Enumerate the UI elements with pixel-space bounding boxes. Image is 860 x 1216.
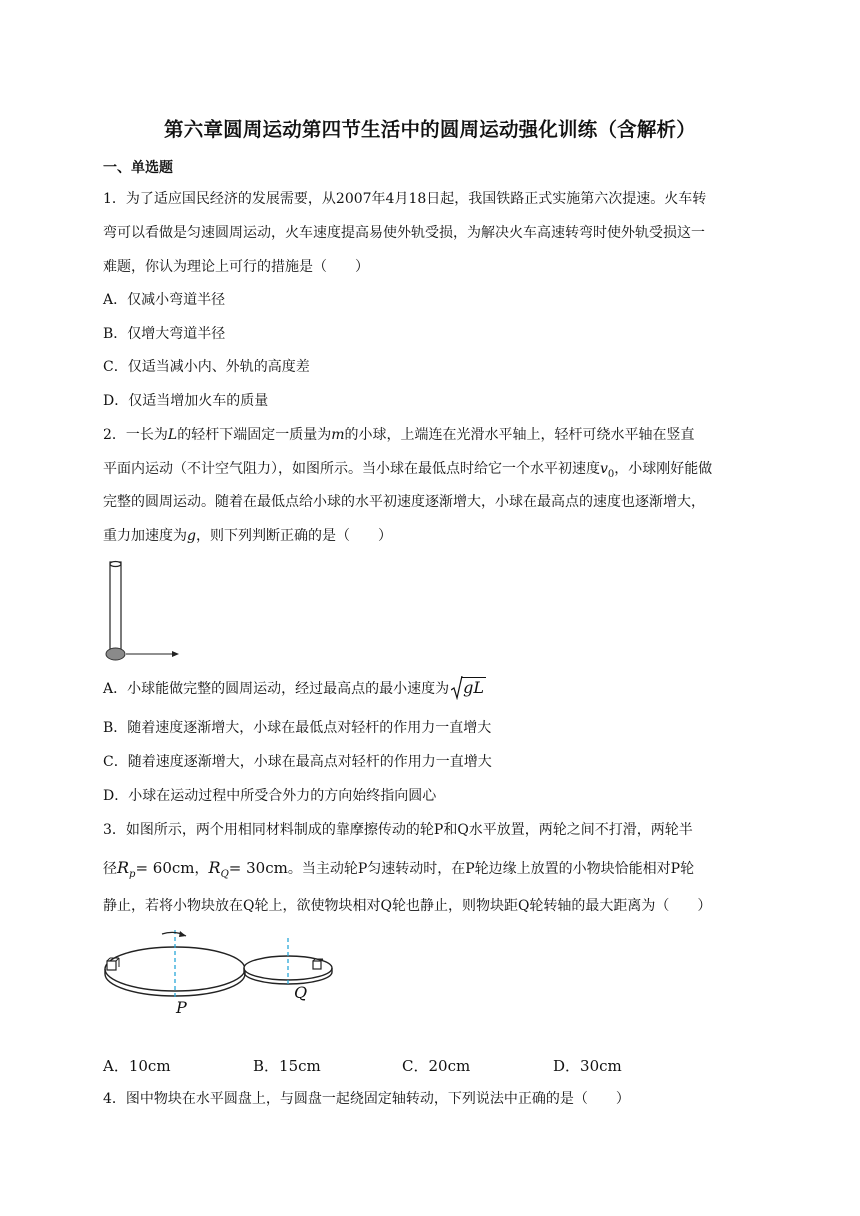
var-v0: v: [600, 461, 608, 477]
q1-line-2: 弯可以看做是匀速圆周运动，火车速度提高易使外轨受损，为解决火车高速转弯时使外轨受损这一: [103, 225, 705, 241]
q3-option-b: B．15cm: [253, 1057, 321, 1075]
section-heading: 一、单选题: [103, 160, 173, 176]
q1-option-c: C．仅适当减小内、外轨的高度差: [103, 359, 310, 375]
sqrt-icon: [451, 676, 463, 700]
rod-ball-figure: [100, 558, 180, 664]
q3-line-2: 径$R_p= 60cm$，$R_Q= 30cm$。当主动轮P匀速转动时，在P轮边缘上放置的小物块恰能相对P轮: [103, 858, 695, 880]
var-g: g: [187, 528, 196, 544]
q2-line-2: 平面内运动（不计空气阻力），如图所示。当小球在最低点时给它一个水平初速度$v_0$，小球刚好能做: [103, 461, 713, 480]
q2-line-4: 重力加速度为g，则下列判断正确的是（ ）: [103, 528, 392, 544]
label-p: P: [176, 998, 187, 1017]
q1-option-d: D．仅适当增加火车的质量: [103, 393, 269, 409]
friction-wheels-figure: [100, 926, 340, 1020]
q2-option-d: D．小球在运动过程中所受合外力的方向始终指向圆心: [103, 788, 437, 804]
document-title: 第六章圆周运动第四节生活中的圆周运动强化训练（含解析）: [164, 118, 696, 141]
q2-option-a: A．小球能做完整的圆周运动，经过最高点的最小速度为 gL: [103, 678, 763, 699]
q2-option-c: C．随着速度逐渐增大，小球在最高点对轻杆的作用力一直增大: [103, 754, 492, 770]
q3-option-d: D．30cm: [553, 1057, 622, 1075]
q3-line-3: 静止，若将小物块放在Q轮上，欲使物块相对Q轮也静止，则物块距Q轮转轴的最大距离为（ ）: [103, 898, 712, 914]
q3-option-a: A．10cm: [103, 1057, 171, 1075]
q2-option-b: B．随着速度逐渐增大，小球在最低点对轻杆的作用力一直增大: [103, 720, 492, 736]
var-L: L: [167, 427, 178, 443]
q1-option-b: B．仅增大弯道半径: [103, 326, 226, 342]
q1-line-3: 难题，你认为理论上可行的措施是（ ）: [103, 259, 369, 275]
label-q: Q: [294, 983, 308, 1002]
sqrt-expression: gL: [451, 678, 486, 699]
q2-line-1: 2．一长为L的轻杆下端固定一质量为m的小球，上端连在光滑水平轴上，轻杆可绕水平轴在竖直: [103, 427, 695, 443]
q2-line-3: 完整的圆周运动。随着在最低点给小球的水平初速度逐渐增大，小球在最高点的速度也逐渐增大，: [103, 494, 705, 510]
q1-option-a: A．仅减小弯道半径: [103, 292, 226, 308]
q1-line-1: 1．为了适应国民经济的发展需要，从2007年4月18日起，我国铁路正式实施第六次提速。火车转: [103, 191, 707, 207]
var-m: m: [331, 427, 345, 443]
q3-line-1: 3．如图所示，两个用相同材料制成的靠摩擦传动的轮P和Q水平放置，两轮之间不打滑，两轮半: [103, 822, 693, 838]
q3-option-c: C．20cm: [402, 1057, 471, 1075]
q4-line-1: 4．图中物块在水平圆盘上，与圆盘一起绕固定轴转动，下列说法中正确的是（ ）: [103, 1091, 630, 1107]
